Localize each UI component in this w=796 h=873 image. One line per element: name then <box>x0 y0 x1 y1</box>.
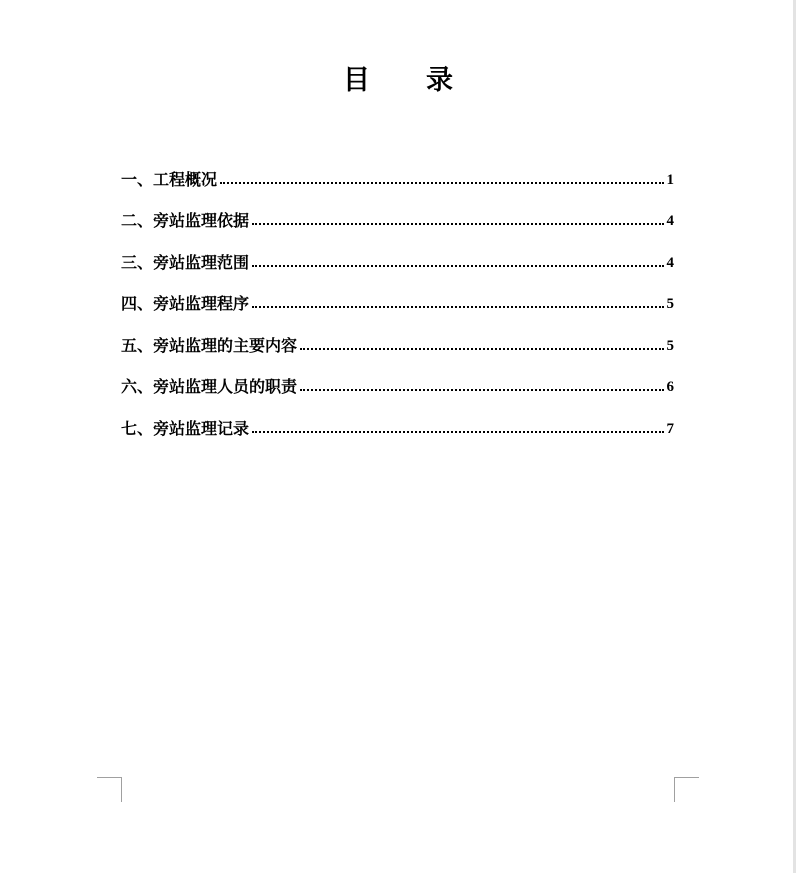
toc-entry-label: 二、旁站监理依据 <box>121 211 250 230</box>
margin-corner-mark-left <box>97 777 122 802</box>
toc-entry-page-number: 5 <box>666 337 674 354</box>
toc-entry[interactable] <box>121 354 674 396</box>
toc-dot-leader <box>252 306 663 308</box>
toc-heading <box>0 58 796 97</box>
toc-entry-page-number: 1 <box>666 171 674 188</box>
toc-entry-label: 四、旁站监理程序 <box>121 294 250 313</box>
toc-dot-leader <box>252 431 663 433</box>
toc-entry[interactable] <box>121 271 674 313</box>
toc-entry-label: 三、旁站监理范围 <box>121 252 250 272</box>
toc-entry-page-number: 7 <box>666 420 674 437</box>
toc-heading-part-2: 录 <box>426 65 453 96</box>
toc-entry[interactable] <box>121 229 674 271</box>
toc-dot-leader <box>252 265 663 267</box>
toc-entry-page-number: 6 <box>666 379 674 395</box>
toc-entry-page-number: 4 <box>666 254 674 271</box>
toc-entry-page-number: 5 <box>666 296 674 312</box>
toc-list <box>121 146 674 437</box>
toc-entry-page-number: 4 <box>666 213 674 229</box>
toc-entry[interactable] <box>121 188 674 230</box>
margin-corner-mark-right <box>674 777 699 802</box>
toc-entry-label: 五、旁站监理的主要内容 <box>121 335 298 355</box>
toc-entry-label: 六、旁站监理人员的职责 <box>121 377 298 396</box>
toc-entry-label: 一、工程概况 <box>121 169 218 189</box>
toc-entry-label: 七、旁站监理记录 <box>121 418 250 438</box>
toc-dot-leader <box>220 182 663 184</box>
toc-heading-part-1: 目 <box>343 65 370 96</box>
toc-entry[interactable] <box>121 312 674 354</box>
toc-dot-leader <box>300 348 663 350</box>
toc-entry[interactable] <box>121 146 674 188</box>
toc-dot-leader <box>300 389 663 391</box>
toc-dot-leader <box>252 223 663 225</box>
toc-entry[interactable] <box>121 395 674 437</box>
